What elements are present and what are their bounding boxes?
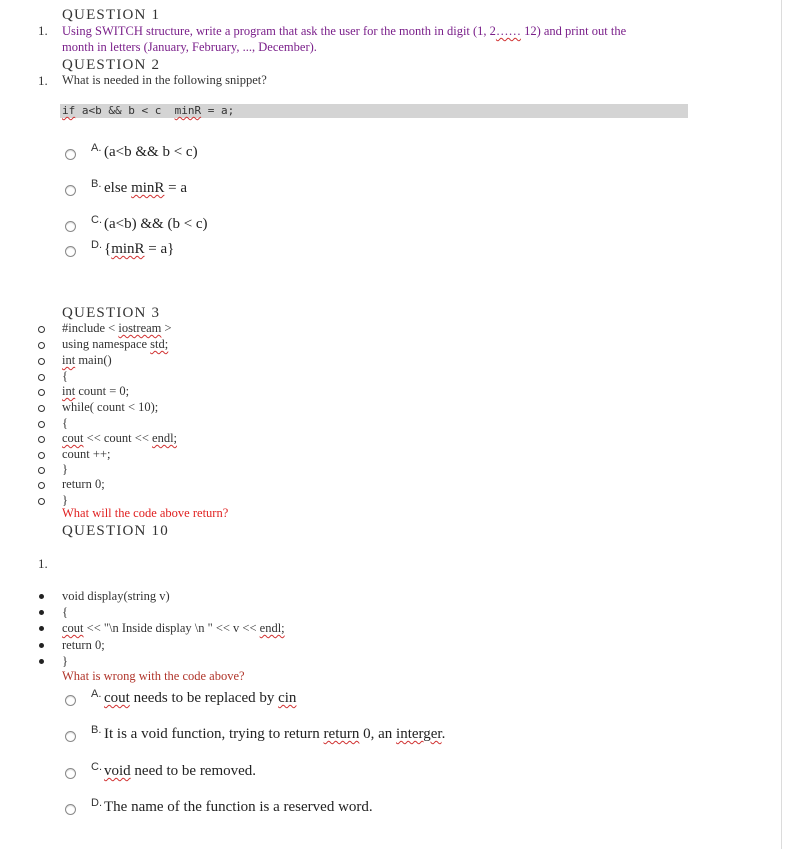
q10-b-pre: It is a void function, trying to return bbox=[104, 726, 324, 742]
q10-option-a-letter: A. bbox=[91, 688, 102, 700]
q3-code-line-12: } bbox=[62, 493, 68, 507]
q2-option-c-radio[interactable] bbox=[65, 221, 76, 232]
list-bullet bbox=[38, 452, 45, 459]
q3-l3-b: main() bbox=[75, 353, 112, 367]
q3-l5-b: count = 0; bbox=[75, 384, 130, 398]
q3-heading: QUESTION 3 bbox=[62, 305, 161, 321]
q10-option-a-radio[interactable] bbox=[65, 695, 76, 706]
q2-option-a-radio[interactable] bbox=[65, 149, 76, 160]
list-bullet bbox=[39, 594, 44, 599]
q10-a-cout: cout bbox=[104, 690, 130, 706]
q2-prompt: What is needed in the following snippet? bbox=[62, 73, 267, 87]
list-bullet bbox=[38, 405, 45, 412]
list-bullet bbox=[38, 389, 45, 396]
q2-option-d-text bbox=[104, 241, 174, 258]
snippet-condition: a<b && b < c bbox=[75, 104, 175, 117]
q10-option-c-radio[interactable] bbox=[65, 768, 76, 779]
q1-heading: QUESTION 1 bbox=[62, 7, 161, 23]
q10-question: What is wrong with the code above? bbox=[62, 669, 245, 683]
q10-l3-a: cout bbox=[62, 621, 84, 635]
q10-code-line-1: void display(string v) bbox=[62, 589, 170, 603]
q2-option-a-letter: A. bbox=[91, 142, 102, 154]
q1-number: 1. bbox=[38, 23, 48, 38]
list-bullet bbox=[39, 610, 44, 615]
q1-text-b: 12) and print out the bbox=[520, 24, 627, 38]
q3-l8-b: << count << bbox=[83, 431, 153, 445]
list-bullet bbox=[38, 498, 45, 505]
q3-code-line-6: while( count < 10); bbox=[62, 400, 159, 414]
snippet-end: = a; bbox=[201, 104, 235, 117]
list-bullet bbox=[39, 626, 44, 631]
q2-option-b-letter: B. bbox=[91, 178, 102, 190]
list-bullet bbox=[38, 358, 45, 365]
q2-option-d-pre: { bbox=[104, 241, 112, 257]
q2-option-c-text: (a<b) && (b < c) bbox=[104, 216, 208, 232]
q3-l1-c: > bbox=[161, 321, 172, 335]
list-bullet bbox=[39, 659, 44, 664]
q3-code-line-3 bbox=[62, 353, 112, 368]
page-margin bbox=[782, 0, 811, 849]
q10-option-d-text: The name of the function is a reserved word. bbox=[104, 799, 373, 815]
snippet-if: if bbox=[62, 104, 76, 117]
q3-code-line-10: } bbox=[62, 462, 68, 476]
q10-c-mid: need to be removed. bbox=[130, 763, 257, 779]
q10-code-line-3 bbox=[62, 621, 285, 636]
q3-l1-a: #include < bbox=[62, 321, 119, 335]
q3-l2-b: std; bbox=[150, 337, 169, 351]
q1-text-line1 bbox=[62, 23, 626, 39]
q2-heading: QUESTION 2 bbox=[62, 57, 161, 73]
q3-l3-a: int bbox=[62, 353, 76, 367]
list-bullet bbox=[38, 436, 45, 443]
q3-code-line-8 bbox=[62, 431, 177, 446]
q2-option-d-radio[interactable] bbox=[65, 246, 76, 257]
q10-b-interger: interger bbox=[396, 726, 442, 742]
q2-option-c-letter: C. bbox=[91, 214, 102, 226]
q2-option-d-var: minR bbox=[111, 241, 145, 257]
q10-a-cin: cin bbox=[278, 690, 297, 706]
code-snippet bbox=[62, 104, 234, 118]
q3-l8-a: cout bbox=[62, 431, 84, 445]
q3-code-line-4: { bbox=[62, 369, 68, 383]
q2-option-a-text: (a<b && b < c) bbox=[104, 144, 198, 160]
q2-option-b-radio[interactable] bbox=[65, 185, 76, 196]
q10-code-line-2: { bbox=[62, 605, 68, 619]
q10-b-return: return bbox=[323, 726, 360, 742]
q10-option-b-text bbox=[104, 726, 445, 743]
q3-l8-c: endl; bbox=[152, 431, 178, 445]
q10-l3-c: endl; bbox=[259, 621, 285, 635]
q2-option-b-var: minR bbox=[131, 180, 165, 196]
q2-option-b-pre: else bbox=[104, 180, 132, 196]
q3-l5-a: int bbox=[62, 384, 76, 398]
q3-code-line-2 bbox=[62, 337, 168, 352]
q3-question: What will the code above return? bbox=[62, 506, 229, 520]
list-bullet bbox=[38, 374, 45, 381]
q1-text-line2: month in letters (January, February, ..., December). bbox=[62, 40, 317, 54]
q10-b-mid: 0, an bbox=[359, 726, 397, 742]
q10-code-line-5: } bbox=[62, 654, 68, 668]
q2-option-d-letter: D. bbox=[91, 239, 102, 251]
snippet-var: minR bbox=[174, 104, 202, 117]
list-bullet bbox=[38, 326, 45, 333]
q10-option-b-letter: B. bbox=[91, 724, 102, 736]
q10-option-a-text bbox=[104, 690, 296, 707]
q3-code-line-11: return 0; bbox=[62, 477, 105, 491]
q10-code-line-4: return 0; bbox=[62, 638, 105, 652]
q10-option-b-radio[interactable] bbox=[65, 731, 76, 742]
q1-text-ellipsis: …… bbox=[495, 24, 521, 38]
q10-option-c-letter: C. bbox=[91, 761, 102, 773]
q10-c-void: void bbox=[104, 763, 131, 779]
q10-option-c-text bbox=[104, 763, 256, 780]
q10-a-mid: needs to be replaced by bbox=[129, 690, 279, 706]
q3-code-line-9: count ++; bbox=[62, 447, 111, 461]
q2-option-b-text bbox=[104, 180, 187, 197]
q3-code-line-7: { bbox=[62, 416, 68, 430]
q3-code-line-5 bbox=[62, 384, 129, 399]
q3-code-line-1 bbox=[62, 321, 172, 336]
q2-option-b-post: = a bbox=[164, 180, 188, 196]
q3-l1-b: iostream bbox=[118, 321, 162, 335]
list-bullet bbox=[38, 421, 45, 428]
q10-heading: QUESTION 10 bbox=[62, 523, 169, 539]
list-bullet bbox=[39, 643, 44, 648]
q10-option-d-letter: D. bbox=[91, 797, 102, 809]
list-bullet bbox=[38, 482, 45, 489]
q10-number: 1. bbox=[38, 556, 48, 571]
list-bullet bbox=[38, 342, 45, 349]
q1-text-a: Using SWITCH structure, write a program that ask the user for the month in digit (1, 2 bbox=[62, 24, 496, 38]
q2-option-d-post: = a} bbox=[144, 241, 175, 257]
list-bullet bbox=[38, 467, 45, 474]
q2-number: 1. bbox=[38, 73, 48, 88]
q10-l3-b: << "\n Inside display \n " << v << bbox=[83, 621, 260, 635]
q10-option-d-radio[interactable] bbox=[65, 804, 76, 815]
q10-b-post: . bbox=[441, 726, 446, 742]
q3-l2-a: using namespace bbox=[62, 337, 151, 351]
